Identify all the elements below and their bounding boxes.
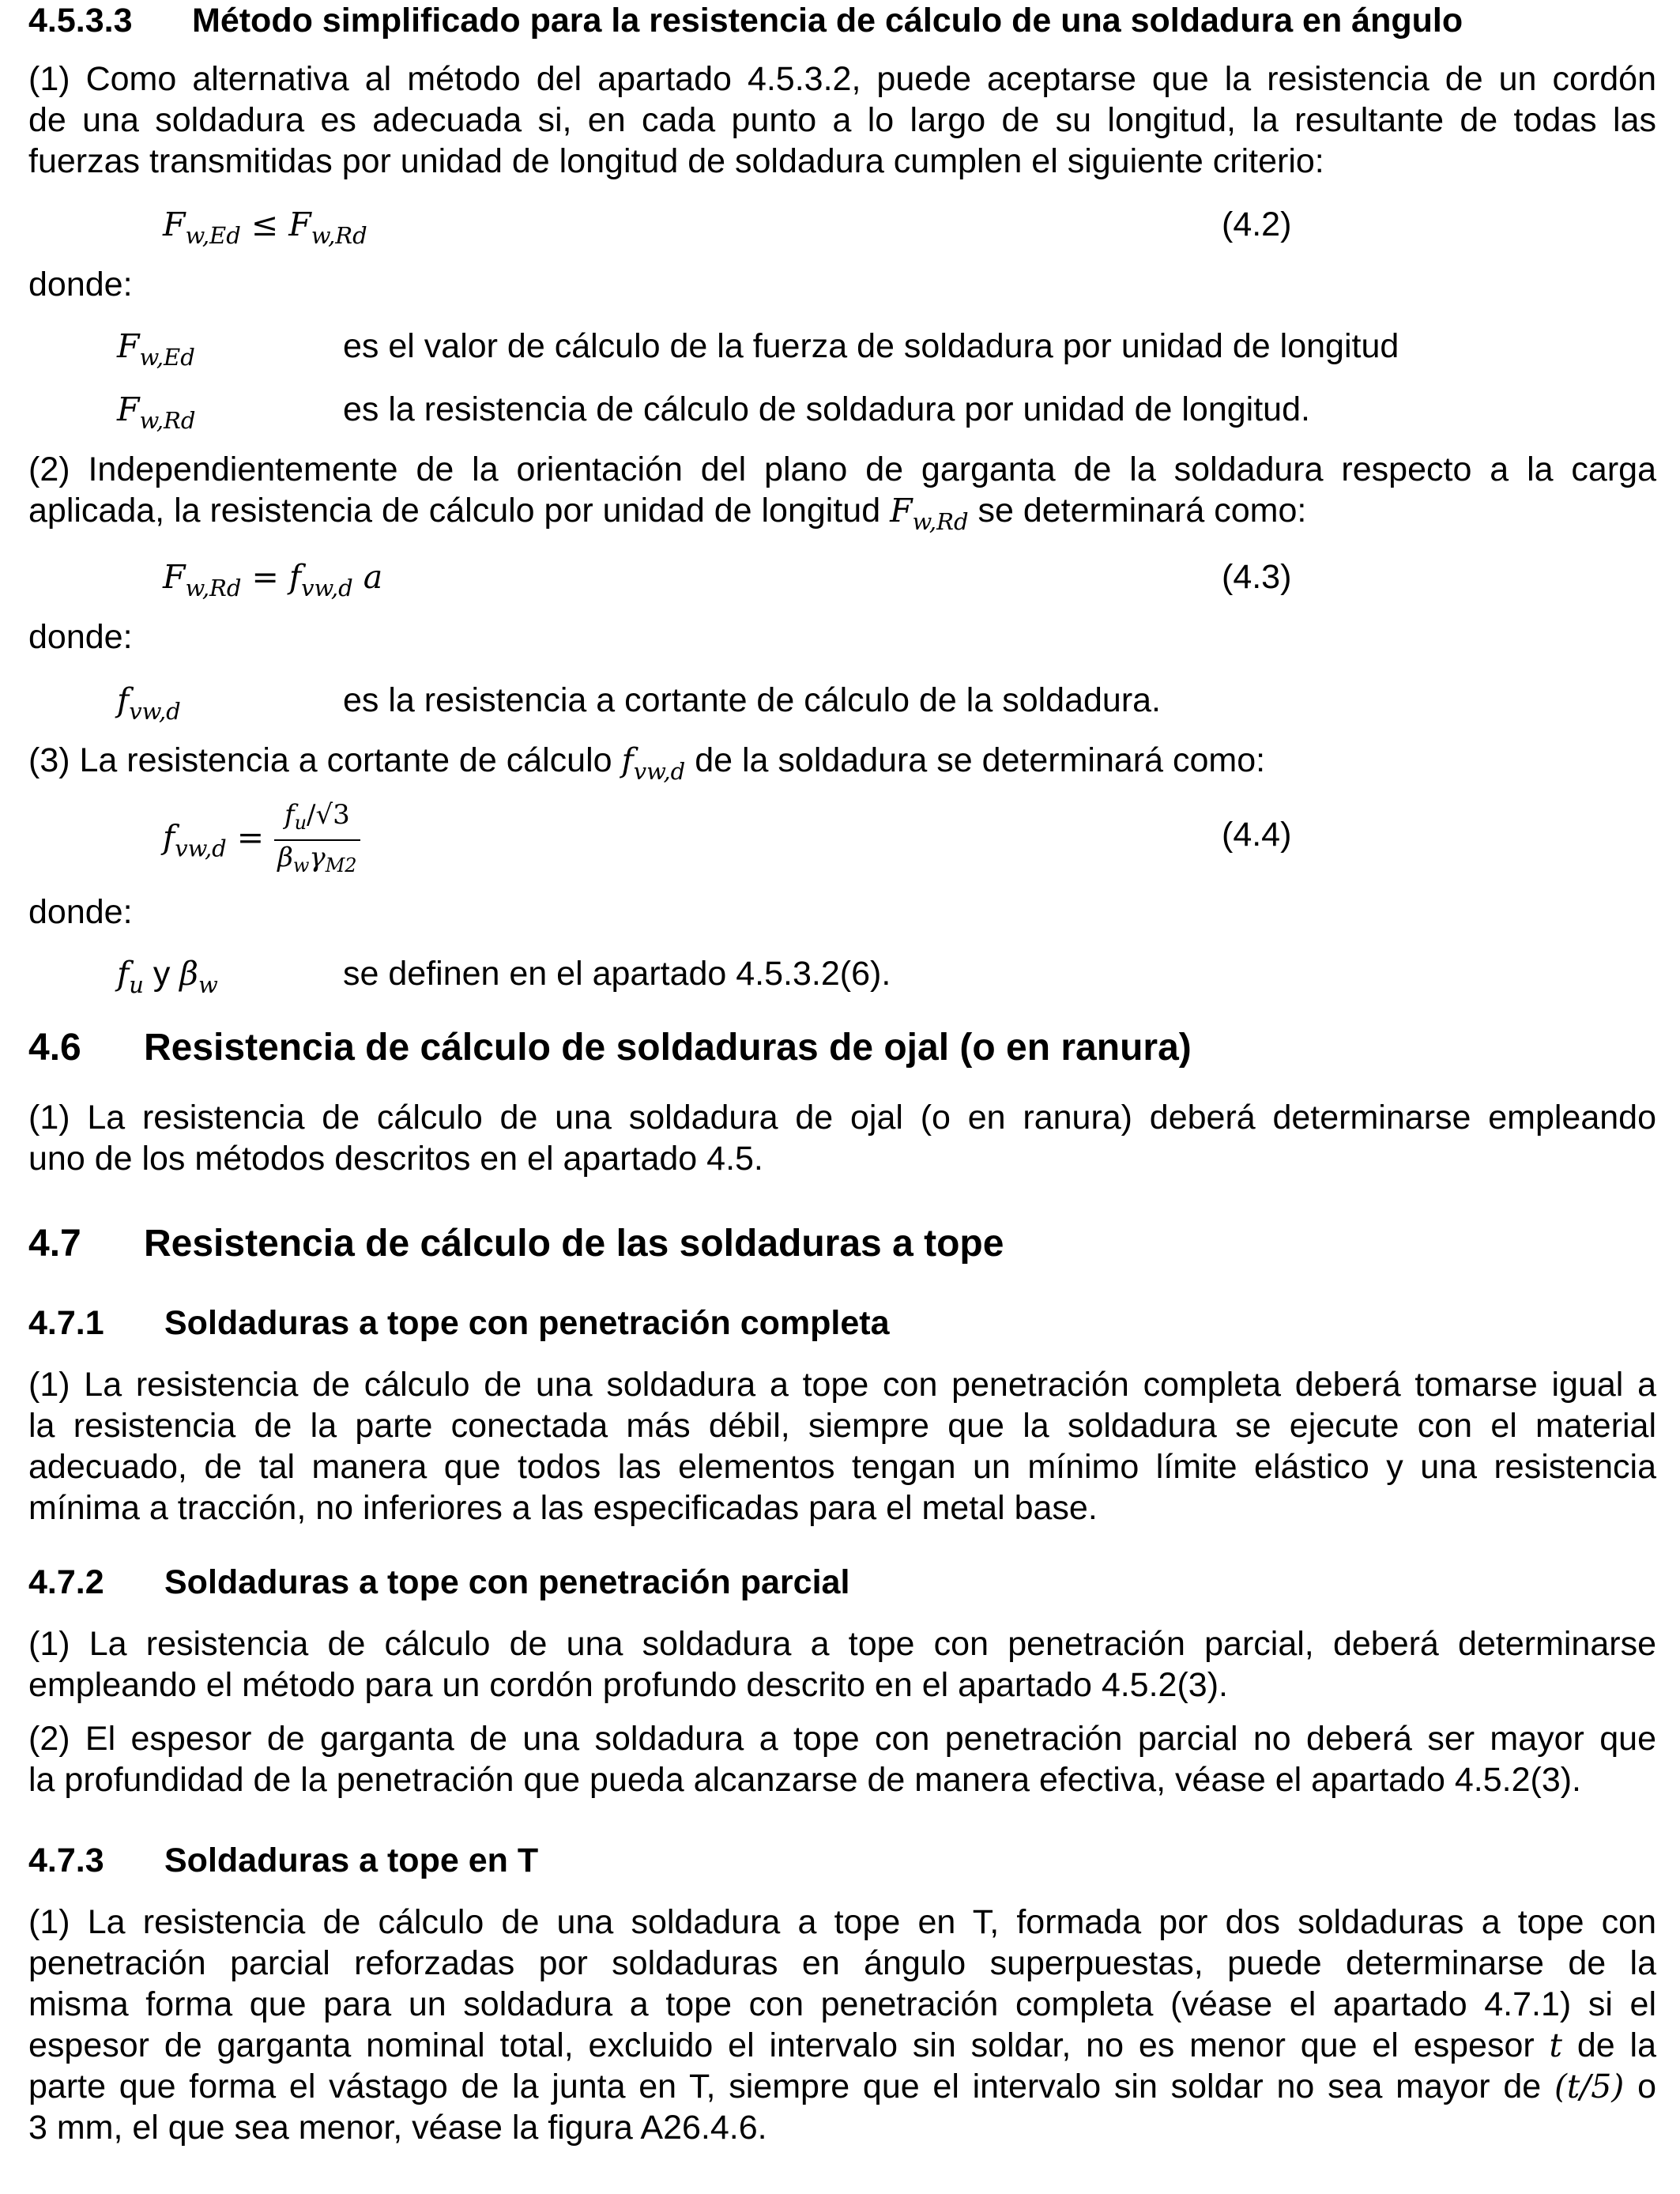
paragraph-4-7-2-1: (1) La resistencia de cálculo de una soldadura a tope con penetración parcial, deberá determinarse empleando el método para un cordón profundo descrito en el apartado 4.5.2(3). [28, 1625, 1656, 1704]
section-heading-4-7-2: 4.7.2 Soldaduras a tope con penetración parcial [28, 1563, 850, 1601]
definition-text: es la resistencia de cálculo de soldadura por unidad de longitud. [343, 390, 1310, 428]
eq-subscript: w,Ed [185, 222, 241, 249]
equation-number: (4.4) [1222, 816, 1292, 854]
eq-operator: ≤ [250, 205, 279, 243]
definition-symbol: $f_u$ y $\beta_w$ [117, 955, 218, 998]
definition-symbol: $F_{w,Rd}$ [117, 390, 196, 434]
section-heading-4-7: 4.7 Resistencia de cálculo de las soldaduras a tope [28, 1223, 1004, 1265]
eq-symbol: F [288, 205, 311, 243]
paragraph-4-5-3-3-3: (3) La resistencia a cortante de cálculo $f_{vw,d}$ de la soldadura se determinará como: [28, 741, 1266, 785]
definition-symbol: $f_{vw,d}$ [117, 681, 181, 725]
definition-symbol: $F_{w,Ed}$ [117, 327, 195, 371]
paragraph-line: fuerzas transmitidas por unidad de longitud de soldadura cumplen el siguiente criterio: [28, 142, 1324, 180]
equation-number: (4.3) [1222, 558, 1292, 596]
donde-label: donde: [28, 618, 133, 656]
section-heading-4-7-1: 4.7.1 Soldaduras a tope con penetración completa [28, 1304, 890, 1342]
definition-text: se definen en el apartado 4.5.3.2(6). [343, 955, 891, 993]
donde-label: donde: [28, 266, 133, 303]
section-heading-4-5-3-3 [28, 0, 1463, 41]
paragraph-4-7-2-2: (2) El espesor de garganta de una soldadura a tope con penetración parcial no deberá ser mayor que la profundidad de la penetración que pueda alcanzarse de manera efectiva, véase el apartado 4.5.2(3). [28, 1720, 1656, 1799]
paragraph-line: aplicada, la resistencia de cálculo por unidad de longitud $F_{w,Rd}$ se determinará como: [28, 492, 1307, 535]
section-number: 4.5.3.3 [28, 2, 133, 40]
paragraph-line: (2) Independientemente de la orientación del plano de garganta de la soldadura respecto a la carga [28, 450, 1656, 488]
paragraph-line: (1) Como alternativa al método del apartado 4.5.3.2, puede aceptarse que la resistencia de un cordón [28, 60, 1656, 98]
equation-number: (4.2) [1222, 205, 1292, 243]
equation-4-4: $f_{vw,d}$ = $\frac{f_u/√3}{\beta_w\gamma_{M2}}$ [163, 798, 360, 882]
eq-symbol: F [163, 205, 186, 243]
equation-4-3: $F_{w,Rd} = f_{vw,d}$ a [163, 558, 383, 601]
paragraph-4-7-3-1: (1) La resistencia de cálculo de una soldadura a tope en T, formada por dos soldaduras a tope con penetración parcial reforzadas por soldaduras en ángulo superpuestas, puede determinarse de la misma forma que para un soldadura a tope con penetración completa (véase el apartado 4.7.1) si el espesor de garganta nominal total, excluido el intervalo sin soldar, no es menor que el espesor t de la parte que forma el vástago de la junta en T, siempre que el intervalo sin soldar no sea mayor de (t/5) o 3 mm, el que sea menor, véase la figura A26.4.6. [28, 1903, 1656, 2147]
section-heading-4-6: 4.6 Resistencia de cálculo de soldaduras de ojal (o en ranura) [28, 1027, 1192, 1069]
paragraph-4-5-3-3-2 [28, 449, 1656, 542]
section-heading-4-7-3: 4.7.3 Soldaduras a tope en T [28, 1842, 539, 1879]
definition-text: es el valor de cálculo de la fuerza de soldadura por unidad de longitud [343, 327, 1399, 365]
section-title: Método simplificado para la resistencia de cálculo de una soldadura en ángulo [192, 2, 1463, 40]
paragraph-4-6-1: (1) La resistencia de cálculo de una soldadura de ojal (o en ranura) deberá determinarse empleando uno de los métodos descritos en el apartado 4.5. [28, 1099, 1656, 1178]
paragraph-4-7-1-1: (1) La resistencia de cálculo de una soldadura a tope con penetración completa deberá tomarse igual a la resistencia de la parte conectada más débil, siempre que la soldadura se ejecute con el material adecuado, de tal manera que todos las elementos tengan un mínimo límite elástico y una resistencia mínima a tracción, no inferiores a las especificadas para el metal base. [28, 1366, 1656, 1527]
equation-4-2 [163, 204, 367, 256]
paragraph-4-5-3-3-1 [28, 58, 1656, 182]
paragraph-line: de una soldadura es adecuada si, en cada punto a lo largo de su longitud, la resultante de todas las [28, 101, 1656, 139]
fraction: $\frac{f_u/√3}{\beta_w\gamma_{M2}}$ [274, 798, 360, 882]
eq-subscript: w,Rd [311, 222, 367, 249]
definition-text: es la resistencia a cortante de cálculo de la soldadura. [343, 681, 1162, 719]
donde-label: donde: [28, 893, 133, 931]
